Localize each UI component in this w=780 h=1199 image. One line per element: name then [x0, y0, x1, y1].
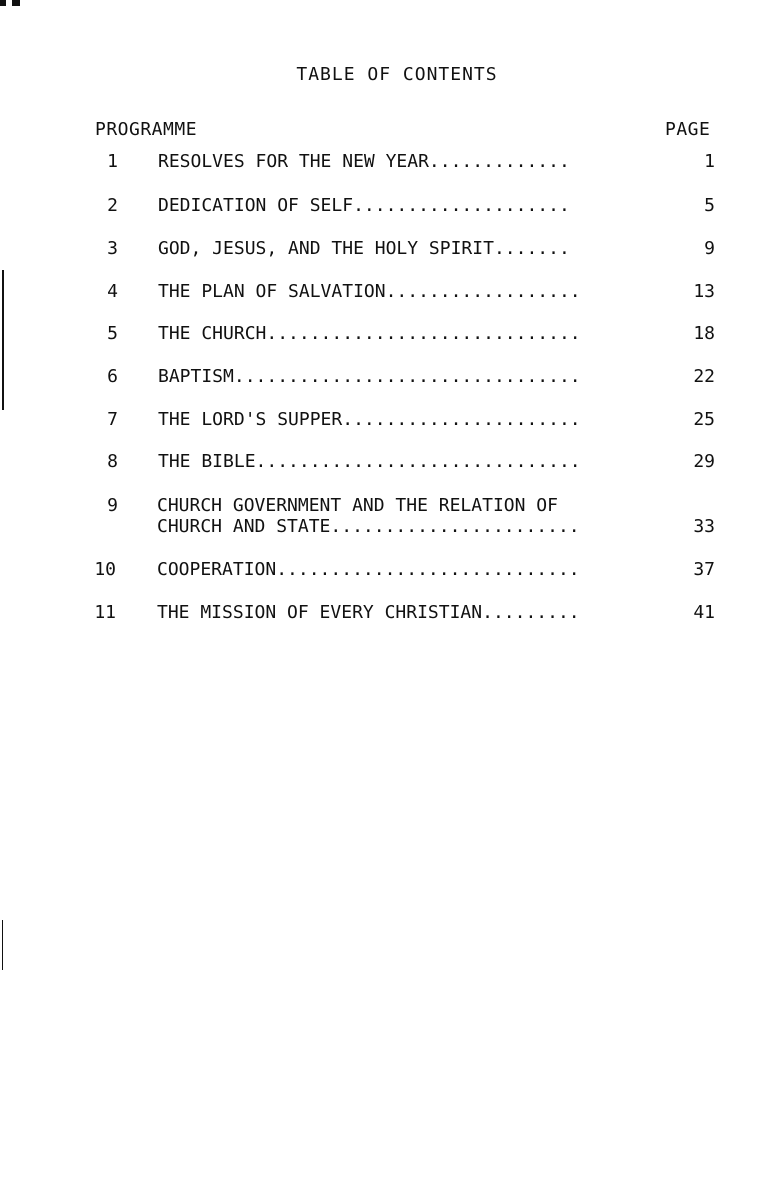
- entry-title: GOD, JESUS, AND THE HOLY SPIRIT.......: [158, 238, 570, 259]
- entry-number: 1: [107, 151, 118, 172]
- scan-mark: [12, 0, 20, 6]
- entry-title-continued: CHURCH AND STATE.......................: [157, 516, 580, 537]
- toc-entry[interactable]: [0, 495, 780, 555]
- scan-mark: [2, 920, 3, 970]
- entry-page: 22: [693, 366, 715, 387]
- toc-entry[interactable]: [0, 195, 780, 239]
- entry-page: 5: [704, 195, 715, 216]
- scan-mark: [0, 0, 6, 6]
- programme-header: PROGRAMME: [95, 119, 198, 140]
- toc-entry[interactable]: [0, 409, 780, 453]
- entry-number: 8: [107, 451, 118, 472]
- entry-title: CHURCH GOVERNMENT AND THE RELATION OF: [157, 495, 558, 516]
- toc-entry[interactable]: [0, 602, 780, 646]
- entry-number: 6: [107, 366, 118, 387]
- entry-title: COOPERATION............................: [157, 559, 580, 580]
- toc-title: TABLE OF CONTENTS: [296, 64, 498, 85]
- toc-entry[interactable]: [0, 366, 780, 410]
- entry-title: THE LORD'S SUPPER......................: [158, 409, 581, 430]
- entry-page: 33: [693, 516, 715, 537]
- toc-entry[interactable]: [0, 559, 780, 603]
- toc-entry[interactable]: [0, 451, 780, 495]
- toc-entry[interactable]: [0, 281, 780, 325]
- entry-title: THE CHURCH.............................: [158, 323, 581, 344]
- entry-number: 2: [107, 195, 118, 216]
- entry-number: 10: [94, 559, 116, 580]
- entry-number: 5: [107, 323, 118, 344]
- toc-entry[interactable]: [0, 238, 780, 282]
- entry-title: RESOLVES FOR THE NEW YEAR.............: [158, 151, 570, 172]
- entry-page: 29: [693, 451, 715, 472]
- entry-title: THE MISSION OF EVERY CHRISTIAN.........: [157, 602, 580, 623]
- entry-page: 37: [693, 559, 715, 580]
- entry-number: 9: [107, 495, 118, 516]
- entry-page: 13: [693, 281, 715, 302]
- entry-title: THE BIBLE..............................: [158, 451, 581, 472]
- entry-number: 3: [107, 238, 118, 259]
- entry-page: 9: [704, 238, 715, 259]
- entry-title: THE PLAN OF SALVATION..................: [158, 281, 581, 302]
- entry-title: DEDICATION OF SELF....................: [158, 195, 570, 216]
- entry-number: 7: [107, 409, 118, 430]
- toc-entry[interactable]: [0, 323, 780, 367]
- entry-page: 41: [693, 602, 715, 623]
- entry-title: BAPTISM................................: [158, 366, 581, 387]
- page-header: PAGE: [665, 119, 711, 140]
- toc-entry[interactable]: [0, 151, 780, 195]
- entry-page: 25: [693, 409, 715, 430]
- entry-number: 11: [94, 602, 116, 623]
- entry-number: 4: [107, 281, 118, 302]
- entry-page: 1: [704, 151, 715, 172]
- entry-page: 18: [693, 323, 715, 344]
